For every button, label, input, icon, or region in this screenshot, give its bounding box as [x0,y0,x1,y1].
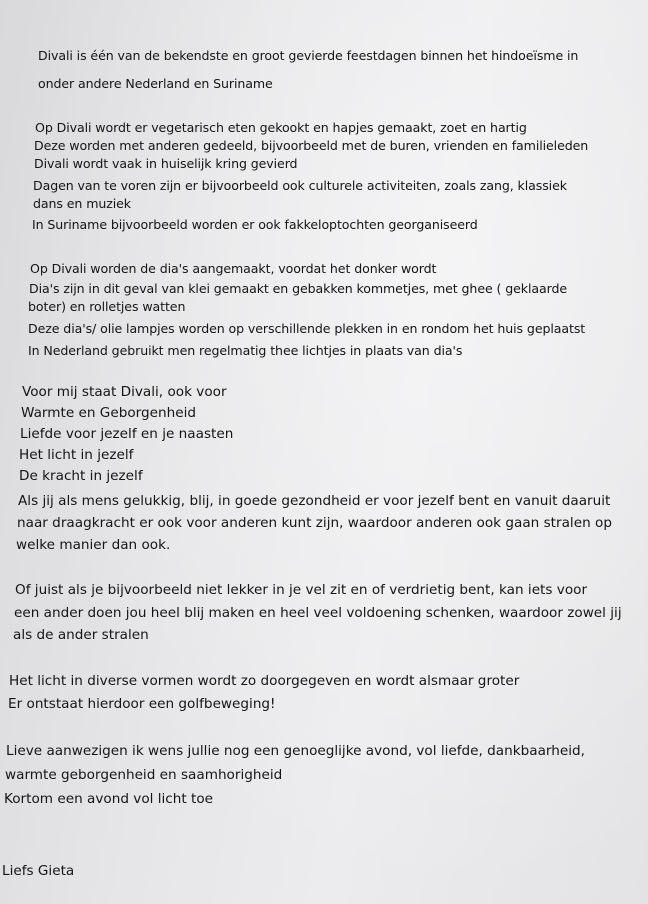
text-line: Op Divali worden de dia's aangemaakt, voordat het donker wordt [30,261,437,276]
text-line: boter) en rolletjes watten [28,299,186,314]
text-line: Deze worden met anderen gedeeld, bijvoorbeeld met de buren, vrienden en familieleden [34,138,589,153]
text-line: naar draagkracht er ook voor anderen kunt zijn, waardoor anderen ook gaan stralen op [17,515,612,531]
text-line: Er ontstaat hierdoor een golfbeweging! [8,696,276,712]
text-line: een ander doen jou heel blij maken en heel veel voldoening schenken, waardoor zowel jij [14,605,622,621]
text-line: Warmte en Geborgenheid [21,405,196,421]
text-line: Deze dia's/ olie lampjes worden op verschillende plekken in en rondom het huis geplaatst [28,321,586,336]
text-line: Op Divali wordt er vegetarisch eten gekookt en hapjes gemaakt, zoet en hartig [35,120,527,135]
text-line: Kortom een avond vol licht toe [4,791,214,807]
signature-line: Liefs Gieta [2,863,75,879]
text-line: Voor mij staat Divali, ook voor [22,384,227,400]
text-line: Divali is één van de bekendste en groot gevierde feestdagen binnen het hindoeïsme in [38,48,579,63]
text-line: Liefde voor jezelf en je naasten [20,426,234,442]
text-line: De kracht in jezelf [19,468,143,484]
text-line: Lieve aanwezigen ik wens jullie nog een genoeglijke avond, vol liefde, dankbaarheid, [6,743,585,759]
text-line: onder andere Nederland en Suriname [38,76,273,91]
text-line: Het licht in diverse vormen wordt zo doorgegeven en wordt alsmaar groter [9,673,520,689]
text-line: Als jij als mens gelukkig, blij, in goede gezondheid er voor jezelf bent en vanuit daaruit [18,493,611,509]
text-line: Het licht in jezelf [19,447,134,463]
text-line: welke manier dan ook. [16,537,171,553]
text-line: Divali wordt vaak in huiselijk kring gevierd [34,156,298,171]
text-line: als de ander stralen [13,627,149,643]
text-line: Of juist als je bijvoorbeeld niet lekker in je vel zit en of verdrietig bent, kan iets voor [15,582,588,598]
text-line: dans en muziek [33,196,131,211]
text-line: Dagen van te voren zijn er bijvoorbeeld ook culturele activiteiten, zoals zang, klassiek [33,178,567,193]
text-line: Dia's zijn in dit geval van klei gemaakt en gebakken kommetjes, met ghee ( geklaarde [29,281,568,296]
text-line: In Suriname bijvoorbeeld worden er ook fakkeloptochten georganiseerd [32,217,478,232]
text-line: warmte geborgenheid en saamhorigheid [5,767,283,783]
text-line: In Nederland gebruikt men regelmatig thee lichtjes in plaats van dia's [28,343,463,358]
